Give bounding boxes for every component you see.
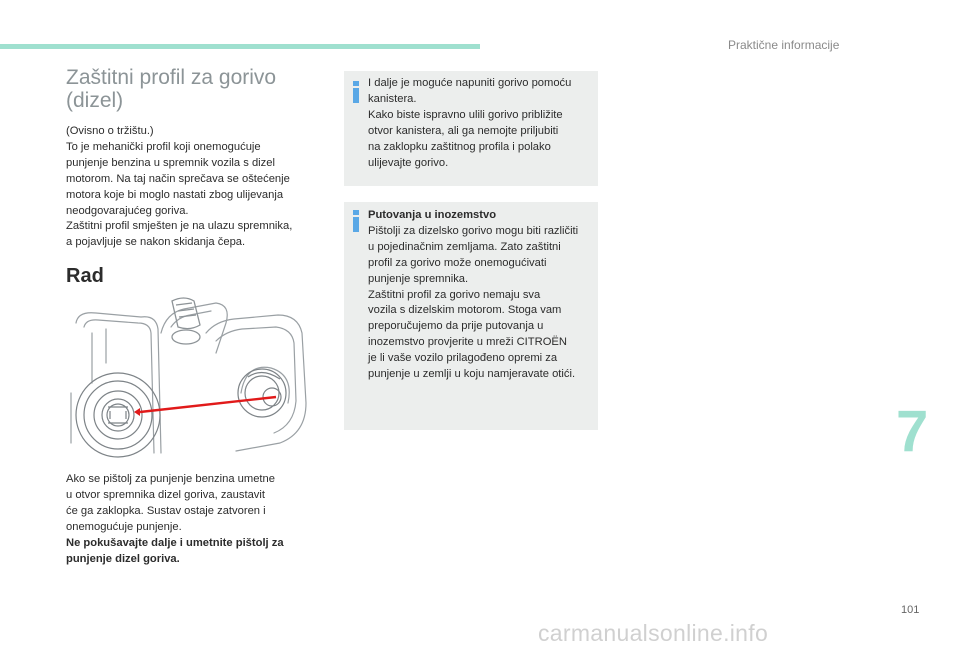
text-line: inozemstvo provjerite u mreži CITROËN bbox=[368, 336, 567, 349]
text-line: u otvor spremnika dizel goriva, zaustavit bbox=[66, 488, 265, 501]
fuel-filler-illustration bbox=[66, 293, 326, 461]
text-line: To je mehanički profil koji onemogućuje bbox=[66, 140, 261, 153]
intro-paragraph bbox=[66, 124, 328, 251]
text-line: u pojedinačnim zemljama. Zato zaštitni bbox=[368, 240, 561, 253]
section-subheading: Rad bbox=[66, 265, 104, 287]
info-box-canister bbox=[344, 71, 598, 186]
text-line: punjenje u zemlji u koju namjeravate otići. bbox=[368, 368, 576, 381]
text-line: otvor kanistera, ali ga nemojte priljubiti bbox=[368, 124, 559, 137]
watermark: carmanualsonline.info bbox=[538, 620, 769, 646]
text-line: motorom. Na taj način sprečava se oštećenje bbox=[66, 172, 290, 185]
text-line: je li vaše vozilo prilagođeno opremi za bbox=[368, 352, 558, 365]
title-line: (dizel) bbox=[66, 89, 124, 112]
text-line: Kako biste ispravno ulili gorivo približite bbox=[368, 108, 563, 121]
text-line: punjenje spremnika. bbox=[368, 272, 469, 285]
text-line: Zaštitni profil smješten je na ulazu spremnika, bbox=[66, 220, 293, 233]
text-line: I dalje je moguće napuniti gorivo pomoću bbox=[368, 77, 572, 89]
text-line: (Ovisno o tržištu.) bbox=[66, 125, 154, 137]
chapter-number: 7 bbox=[896, 399, 929, 464]
info-box-title: Putovanja u inozemstvo bbox=[368, 209, 497, 221]
info-box-travel-abroad bbox=[344, 202, 598, 430]
text-line: punjenje benzina u spremnik vozila s dizel bbox=[66, 156, 275, 169]
text-line: motora koje bi moglo nastati zbog ulijevanja bbox=[66, 188, 284, 201]
title-line: Zaštitni profil za gorivo bbox=[66, 66, 277, 89]
info-box-text bbox=[368, 76, 594, 171]
page-number: 101 bbox=[901, 604, 920, 616]
text-line: profil za gorivo može onemogućivati bbox=[368, 256, 547, 269]
text-line: Ako se pištolj za punjenje benzina umetne bbox=[66, 473, 275, 485]
text-line: kanistera. bbox=[368, 92, 417, 105]
text-line: na zaklopku zaštitnog profila i polako bbox=[368, 140, 551, 153]
warning-line: punjenje dizel goriva. bbox=[66, 552, 180, 565]
info-icon bbox=[350, 81, 362, 103]
text-line: a pojavljuje se nakon skidanja čepa. bbox=[66, 236, 246, 249]
page-title bbox=[66, 66, 276, 112]
text-line: ulijevajte gorivo. bbox=[368, 156, 449, 169]
text-line: preporučujemo da prije putovanja u bbox=[368, 320, 544, 333]
info-box-text bbox=[368, 208, 594, 383]
section-title: Praktične informacije bbox=[728, 38, 840, 52]
text-line: neodgovarajućeg goriva. bbox=[66, 204, 189, 217]
warning-line: Ne pokušavajte dalje i umetnite pištolj za bbox=[66, 536, 284, 549]
info-icon bbox=[350, 210, 362, 232]
text-line: onemogućuje punjenje. bbox=[66, 520, 182, 533]
text-line: Pištolji za dizelsko gorivo mogu biti različiti bbox=[368, 224, 579, 237]
text-line: će ga zaklopka. Sustav ostaje zatvoren i bbox=[66, 504, 266, 517]
operation-paragraph bbox=[66, 472, 328, 567]
text-line: vozila s dizelskim motorom. Stoga vam bbox=[368, 304, 562, 317]
text-line: Zaštitni profil za gorivo nemaju sva bbox=[368, 288, 541, 301]
header-accent-bar bbox=[0, 44, 480, 49]
